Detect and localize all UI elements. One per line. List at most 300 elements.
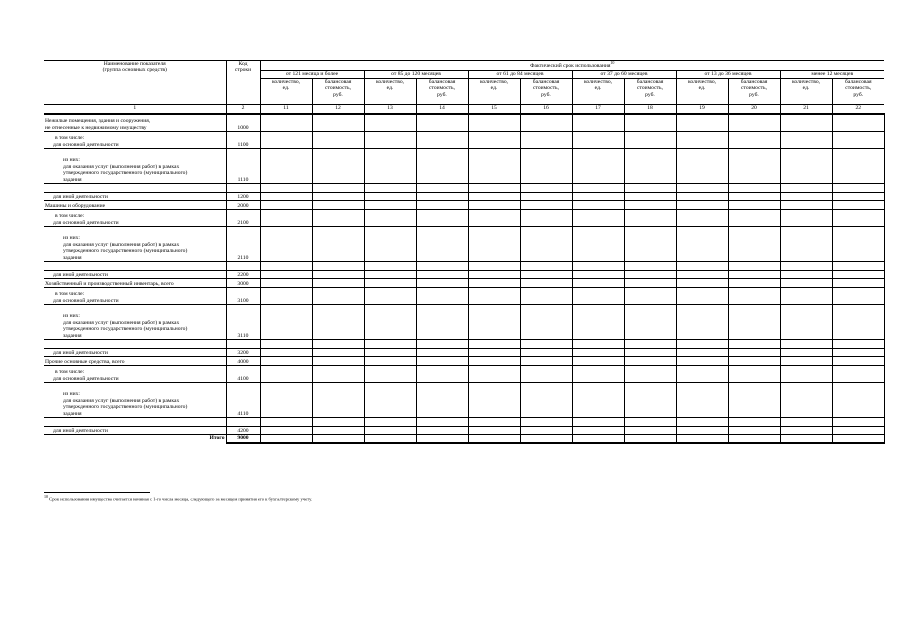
value-cell[interactable]	[520, 383, 572, 418]
value-cell[interactable]	[364, 184, 416, 193]
column-number-row	[44, 105, 884, 114]
value-cell[interactable]	[364, 349, 416, 357]
cost-subheader-text: балансовая	[324, 79, 352, 85]
value-cell[interactable]	[312, 210, 364, 227]
total-value-cell[interactable]	[832, 435, 884, 443]
value-cell[interactable]	[728, 210, 780, 227]
value-cell[interactable]	[260, 114, 312, 132]
period-footnote-mark: 10	[610, 60, 615, 65]
column-number: 20	[728, 105, 780, 114]
value-cell[interactable]	[312, 201, 364, 210]
value-cell[interactable]	[468, 210, 520, 227]
row-label-text: для оказания услуг (выполнения работ) в рамках	[63, 319, 180, 326]
value-cell[interactable]	[780, 288, 832, 305]
value-cell[interactable]	[416, 349, 468, 357]
value-cell[interactable]	[676, 383, 728, 418]
value-cell[interactable]	[520, 114, 572, 132]
value-cell[interactable]	[832, 340, 884, 349]
value-cell[interactable]	[572, 132, 624, 149]
value-cell[interactable]	[728, 227, 780, 262]
value-cell[interactable]	[416, 114, 468, 132]
column-number: 11	[260, 105, 312, 114]
value-cell[interactable]	[780, 210, 832, 227]
value-cell[interactable]	[624, 366, 676, 383]
value-cell[interactable]	[572, 349, 624, 357]
value-cell[interactable]	[312, 193, 364, 201]
value-cell[interactable]	[624, 383, 676, 418]
value-cell[interactable]	[728, 149, 780, 184]
value-cell[interactable]	[676, 210, 728, 227]
value-cell[interactable]	[364, 279, 416, 288]
value-cell[interactable]	[728, 132, 780, 149]
value-cell[interactable]	[520, 149, 572, 184]
row-label-text: для основной деятельности	[53, 375, 119, 382]
value-cell[interactable]	[728, 114, 780, 132]
value-cell[interactable]	[312, 227, 364, 262]
value-cell[interactable]	[364, 201, 416, 210]
value-cell[interactable]	[260, 340, 312, 349]
cost-subheader-text: балансовая	[844, 79, 872, 85]
value-cell[interactable]	[364, 262, 416, 271]
value-cell[interactable]	[520, 184, 572, 193]
value-cell[interactable]	[572, 227, 624, 262]
total-value-cell[interactable]	[676, 435, 728, 443]
cost-subheader	[832, 79, 884, 105]
value-cell[interactable]	[624, 184, 676, 193]
value-cell[interactable]	[832, 227, 884, 262]
value-cell[interactable]	[832, 305, 884, 340]
value-cell[interactable]	[624, 305, 676, 340]
cost-subheader-text: балансовая	[636, 79, 664, 85]
value-cell[interactable]	[624, 262, 676, 271]
value-cell[interactable]	[364, 210, 416, 227]
value-cell[interactable]	[416, 132, 468, 149]
value-cell[interactable]	[260, 383, 312, 418]
total-value-cell[interactable]	[624, 435, 676, 443]
value-cell[interactable]	[676, 227, 728, 262]
value-cell[interactable]	[416, 279, 468, 288]
value-cell[interactable]	[572, 340, 624, 349]
value-cell[interactable]	[780, 383, 832, 418]
asset-usage-table	[44, 60, 885, 444]
value-cell[interactable]	[728, 427, 780, 435]
value-cell[interactable]	[624, 227, 676, 262]
value-cell[interactable]	[572, 201, 624, 210]
value-cell[interactable]	[520, 227, 572, 262]
value-cell[interactable]	[624, 427, 676, 435]
value-cell[interactable]	[468, 349, 520, 357]
row-code: 3200	[226, 349, 260, 357]
total-value-cell[interactable]	[468, 435, 520, 443]
value-cell[interactable]	[312, 279, 364, 288]
value-cell[interactable]	[364, 418, 416, 427]
value-cell[interactable]	[312, 271, 364, 279]
value-cell[interactable]	[624, 357, 676, 366]
row-label	[44, 349, 226, 357]
value-cell[interactable]	[832, 349, 884, 357]
value-cell[interactable]	[572, 357, 624, 366]
value-cell[interactable]	[728, 383, 780, 418]
row-code: 1110	[226, 149, 260, 184]
value-cell[interactable]	[364, 132, 416, 149]
total-value-cell[interactable]	[364, 435, 416, 443]
value-cell[interactable]	[832, 262, 884, 271]
value-cell[interactable]	[364, 271, 416, 279]
qty-subheader-text: ед.	[594, 85, 602, 92]
value-cell[interactable]	[832, 279, 884, 288]
column-number: 1	[44, 105, 226, 114]
value-cell[interactable]	[468, 305, 520, 340]
value-cell[interactable]	[832, 427, 884, 435]
value-cell[interactable]	[364, 427, 416, 435]
value-cell[interactable]	[520, 271, 572, 279]
value-cell[interactable]	[312, 383, 364, 418]
value-cell[interactable]	[260, 227, 312, 262]
value-cell[interactable]	[520, 366, 572, 383]
value-cell[interactable]	[728, 201, 780, 210]
value-cell[interactable]	[312, 340, 364, 349]
row-label-text: из них:	[63, 235, 80, 242]
value-cell[interactable]	[780, 193, 832, 201]
period-header: от 37 до 60 месяцев	[572, 71, 676, 79]
value-cell[interactable]	[572, 114, 624, 132]
value-cell[interactable]	[780, 149, 832, 184]
value-cell[interactable]	[520, 340, 572, 349]
value-cell[interactable]	[520, 357, 572, 366]
value-cell[interactable]	[624, 279, 676, 288]
value-cell[interactable]	[780, 357, 832, 366]
value-cell[interactable]	[572, 427, 624, 435]
table-row	[44, 366, 884, 383]
value-cell[interactable]	[364, 340, 416, 349]
value-cell[interactable]	[520, 279, 572, 288]
value-cell[interactable]	[572, 271, 624, 279]
value-cell[interactable]	[624, 288, 676, 305]
value-cell[interactable]	[728, 271, 780, 279]
cost-subheader-text: стоимость,	[429, 85, 455, 92]
value-cell[interactable]	[572, 184, 624, 193]
value-cell[interactable]	[520, 132, 572, 149]
value-cell[interactable]	[780, 418, 832, 427]
value-cell[interactable]	[416, 227, 468, 262]
value-cell[interactable]	[780, 184, 832, 193]
row-label-text: утвержденного государственного (муниципального)	[63, 326, 188, 333]
value-cell[interactable]	[520, 349, 572, 357]
value-cell[interactable]	[468, 279, 520, 288]
value-cell[interactable]	[728, 279, 780, 288]
value-cell[interactable]	[832, 210, 884, 227]
value-cell[interactable]	[624, 210, 676, 227]
value-cell[interactable]	[676, 114, 728, 132]
value-cell[interactable]	[312, 349, 364, 357]
total-code: 9000	[226, 435, 260, 443]
value-cell[interactable]	[364, 149, 416, 184]
value-cell[interactable]	[260, 418, 312, 427]
value-cell[interactable]	[780, 349, 832, 357]
value-cell[interactable]	[676, 349, 728, 357]
value-cell[interactable]	[676, 149, 728, 184]
value-cell[interactable]	[468, 132, 520, 149]
value-cell[interactable]	[416, 193, 468, 201]
value-cell[interactable]	[416, 271, 468, 279]
total-value-cell[interactable]	[780, 435, 832, 443]
row-label	[44, 271, 226, 279]
value-cell[interactable]	[312, 427, 364, 435]
value-cell[interactable]	[416, 305, 468, 340]
cost-subheader	[624, 79, 676, 105]
value-cell[interactable]	[572, 149, 624, 184]
row-label-text: для основной деятельности	[53, 141, 119, 148]
value-cell[interactable]	[676, 279, 728, 288]
value-cell[interactable]	[728, 418, 780, 427]
value-cell[interactable]	[624, 418, 676, 427]
value-cell[interactable]	[624, 340, 676, 349]
value-cell[interactable]	[468, 427, 520, 435]
value-cell[interactable]	[780, 262, 832, 271]
value-cell[interactable]	[364, 357, 416, 366]
total-label: Итого	[209, 435, 225, 441]
value-cell[interactable]	[312, 357, 364, 366]
value-cell[interactable]	[520, 288, 572, 305]
value-cell[interactable]	[728, 366, 780, 383]
value-cell[interactable]	[572, 305, 624, 340]
value-cell[interactable]	[416, 383, 468, 418]
value-cell[interactable]	[416, 366, 468, 383]
value-cell[interactable]	[780, 114, 832, 132]
row-label-text: Нежилые помещения, здания и сооружения,	[45, 118, 151, 125]
value-cell[interactable]	[468, 193, 520, 201]
value-cell[interactable]	[572, 193, 624, 201]
value-cell[interactable]	[468, 262, 520, 271]
value-cell[interactable]	[728, 340, 780, 349]
value-cell[interactable]	[312, 288, 364, 305]
value-cell[interactable]	[260, 305, 312, 340]
code-column-label: Код	[238, 61, 248, 67]
value-cell[interactable]	[520, 262, 572, 271]
value-cell[interactable]	[572, 210, 624, 227]
qty-subheader-text: количество,	[479, 79, 509, 85]
value-cell[interactable]	[416, 210, 468, 227]
value-cell[interactable]	[312, 305, 364, 340]
value-cell[interactable]	[260, 288, 312, 305]
column-number: 21	[780, 105, 832, 114]
value-cell[interactable]	[676, 271, 728, 279]
value-cell[interactable]	[832, 383, 884, 418]
value-cell[interactable]	[780, 201, 832, 210]
row-label	[44, 201, 226, 210]
table-body	[44, 114, 884, 443]
value-cell[interactable]	[364, 383, 416, 418]
value-cell[interactable]	[676, 340, 728, 349]
row-label-text: утвержденного государственного (муниципального)	[63, 404, 188, 411]
value-cell[interactable]	[416, 262, 468, 271]
value-cell[interactable]	[728, 349, 780, 357]
value-cell[interactable]	[780, 366, 832, 383]
value-cell[interactable]	[676, 305, 728, 340]
value-cell[interactable]	[364, 305, 416, 340]
value-cell[interactable]	[832, 418, 884, 427]
value-cell[interactable]	[260, 184, 312, 193]
value-cell[interactable]	[832, 201, 884, 210]
value-cell[interactable]	[728, 357, 780, 366]
value-cell[interactable]	[416, 427, 468, 435]
total-value-cell[interactable]	[520, 435, 572, 443]
value-cell[interactable]	[520, 305, 572, 340]
value-cell[interactable]	[260, 366, 312, 383]
value-cell[interactable]	[676, 418, 728, 427]
value-cell[interactable]	[364, 114, 416, 132]
value-cell[interactable]	[468, 340, 520, 349]
cost-subheader-text: руб.	[645, 91, 655, 98]
value-cell[interactable]	[416, 288, 468, 305]
qty-subheader	[676, 79, 728, 105]
value-cell[interactable]	[676, 184, 728, 193]
value-cell[interactable]	[832, 357, 884, 366]
value-cell[interactable]	[780, 427, 832, 435]
total-value-cell[interactable]	[312, 435, 364, 443]
value-cell[interactable]	[364, 227, 416, 262]
value-cell[interactable]	[728, 184, 780, 193]
row-label-text: из них:	[63, 157, 80, 164]
value-cell[interactable]	[468, 201, 520, 210]
value-cell[interactable]	[260, 357, 312, 366]
value-cell[interactable]	[468, 418, 520, 427]
value-cell[interactable]	[624, 149, 676, 184]
value-cell[interactable]	[260, 193, 312, 201]
value-cell[interactable]	[520, 201, 572, 210]
value-cell[interactable]	[520, 427, 572, 435]
value-cell[interactable]	[572, 288, 624, 305]
value-cell[interactable]	[364, 193, 416, 201]
row-label	[44, 366, 226, 383]
value-cell[interactable]	[468, 366, 520, 383]
value-cell[interactable]	[832, 366, 884, 383]
value-cell[interactable]	[832, 114, 884, 132]
total-value-cell[interactable]	[728, 435, 780, 443]
value-cell[interactable]	[624, 271, 676, 279]
value-cell[interactable]	[676, 357, 728, 366]
value-cell[interactable]	[676, 427, 728, 435]
value-cell[interactable]	[468, 383, 520, 418]
value-cell[interactable]	[728, 305, 780, 340]
value-cell[interactable]	[780, 279, 832, 288]
value-cell[interactable]	[572, 383, 624, 418]
value-cell[interactable]	[416, 201, 468, 210]
total-value-cell[interactable]	[416, 435, 468, 443]
value-cell[interactable]	[312, 184, 364, 193]
value-cell[interactable]	[832, 271, 884, 279]
value-cell[interactable]	[468, 227, 520, 262]
value-cell[interactable]	[780, 305, 832, 340]
value-cell[interactable]	[468, 184, 520, 193]
qty-subheader-text: количество,	[791, 79, 821, 85]
value-cell[interactable]	[832, 193, 884, 201]
value-cell[interactable]	[260, 279, 312, 288]
value-cell[interactable]	[624, 349, 676, 357]
value-cell[interactable]	[468, 114, 520, 132]
row-code: 1100	[226, 132, 260, 149]
name-column-label: Наименование показателя	[103, 61, 166, 67]
value-cell[interactable]	[780, 132, 832, 149]
value-cell[interactable]	[260, 201, 312, 210]
value-cell[interactable]	[572, 366, 624, 383]
value-cell[interactable]	[260, 427, 312, 435]
value-cell[interactable]	[624, 193, 676, 201]
value-cell[interactable]	[676, 193, 728, 201]
value-cell[interactable]	[728, 193, 780, 201]
value-cell[interactable]	[728, 262, 780, 271]
value-cell[interactable]	[468, 149, 520, 184]
value-cell[interactable]	[312, 418, 364, 427]
value-cell[interactable]	[572, 262, 624, 271]
value-cell[interactable]	[572, 418, 624, 427]
value-cell[interactable]	[312, 114, 364, 132]
value-cell[interactable]	[312, 262, 364, 271]
value-cell[interactable]	[676, 132, 728, 149]
value-cell[interactable]	[520, 193, 572, 201]
value-cell[interactable]	[624, 114, 676, 132]
value-cell[interactable]	[260, 132, 312, 149]
value-cell[interactable]	[780, 227, 832, 262]
column-number: 18	[624, 105, 676, 114]
value-cell[interactable]	[312, 132, 364, 149]
value-cell[interactable]	[624, 132, 676, 149]
value-cell[interactable]	[728, 288, 780, 305]
row-label-text: задания	[63, 410, 82, 417]
value-cell[interactable]	[780, 271, 832, 279]
name-column-header	[44, 61, 226, 105]
value-cell[interactable]	[520, 210, 572, 227]
value-cell[interactable]	[832, 149, 884, 184]
value-cell[interactable]	[468, 357, 520, 366]
value-cell[interactable]	[468, 271, 520, 279]
value-cell[interactable]	[260, 271, 312, 279]
value-cell[interactable]	[832, 288, 884, 305]
value-cell[interactable]	[364, 288, 416, 305]
value-cell[interactable]	[312, 366, 364, 383]
value-cell[interactable]	[364, 366, 416, 383]
value-cell[interactable]	[832, 184, 884, 193]
total-value-cell[interactable]	[572, 435, 624, 443]
value-cell[interactable]	[312, 149, 364, 184]
value-cell[interactable]	[832, 132, 884, 149]
value-cell[interactable]	[416, 184, 468, 193]
row-label-text: в том числе:	[55, 135, 85, 142]
value-cell[interactable]	[416, 149, 468, 184]
value-cell[interactable]	[572, 279, 624, 288]
value-cell[interactable]	[260, 349, 312, 357]
value-cell[interactable]	[676, 366, 728, 383]
value-cell[interactable]	[416, 340, 468, 349]
total-value-cell[interactable]	[260, 435, 312, 443]
value-cell[interactable]	[676, 201, 728, 210]
table-row	[44, 227, 884, 262]
row-label	[44, 262, 226, 271]
value-cell[interactable]	[260, 149, 312, 184]
value-cell[interactable]	[260, 262, 312, 271]
row-code: 2110	[226, 227, 260, 262]
value-cell[interactable]	[624, 201, 676, 210]
value-cell[interactable]	[676, 262, 728, 271]
value-cell[interactable]	[468, 288, 520, 305]
value-cell[interactable]	[520, 418, 572, 427]
row-label-text: Машины и оборудование	[45, 202, 106, 209]
value-cell[interactable]	[780, 340, 832, 349]
value-cell[interactable]	[676, 288, 728, 305]
value-cell[interactable]	[260, 210, 312, 227]
value-cell[interactable]	[416, 418, 468, 427]
value-cell[interactable]	[416, 357, 468, 366]
